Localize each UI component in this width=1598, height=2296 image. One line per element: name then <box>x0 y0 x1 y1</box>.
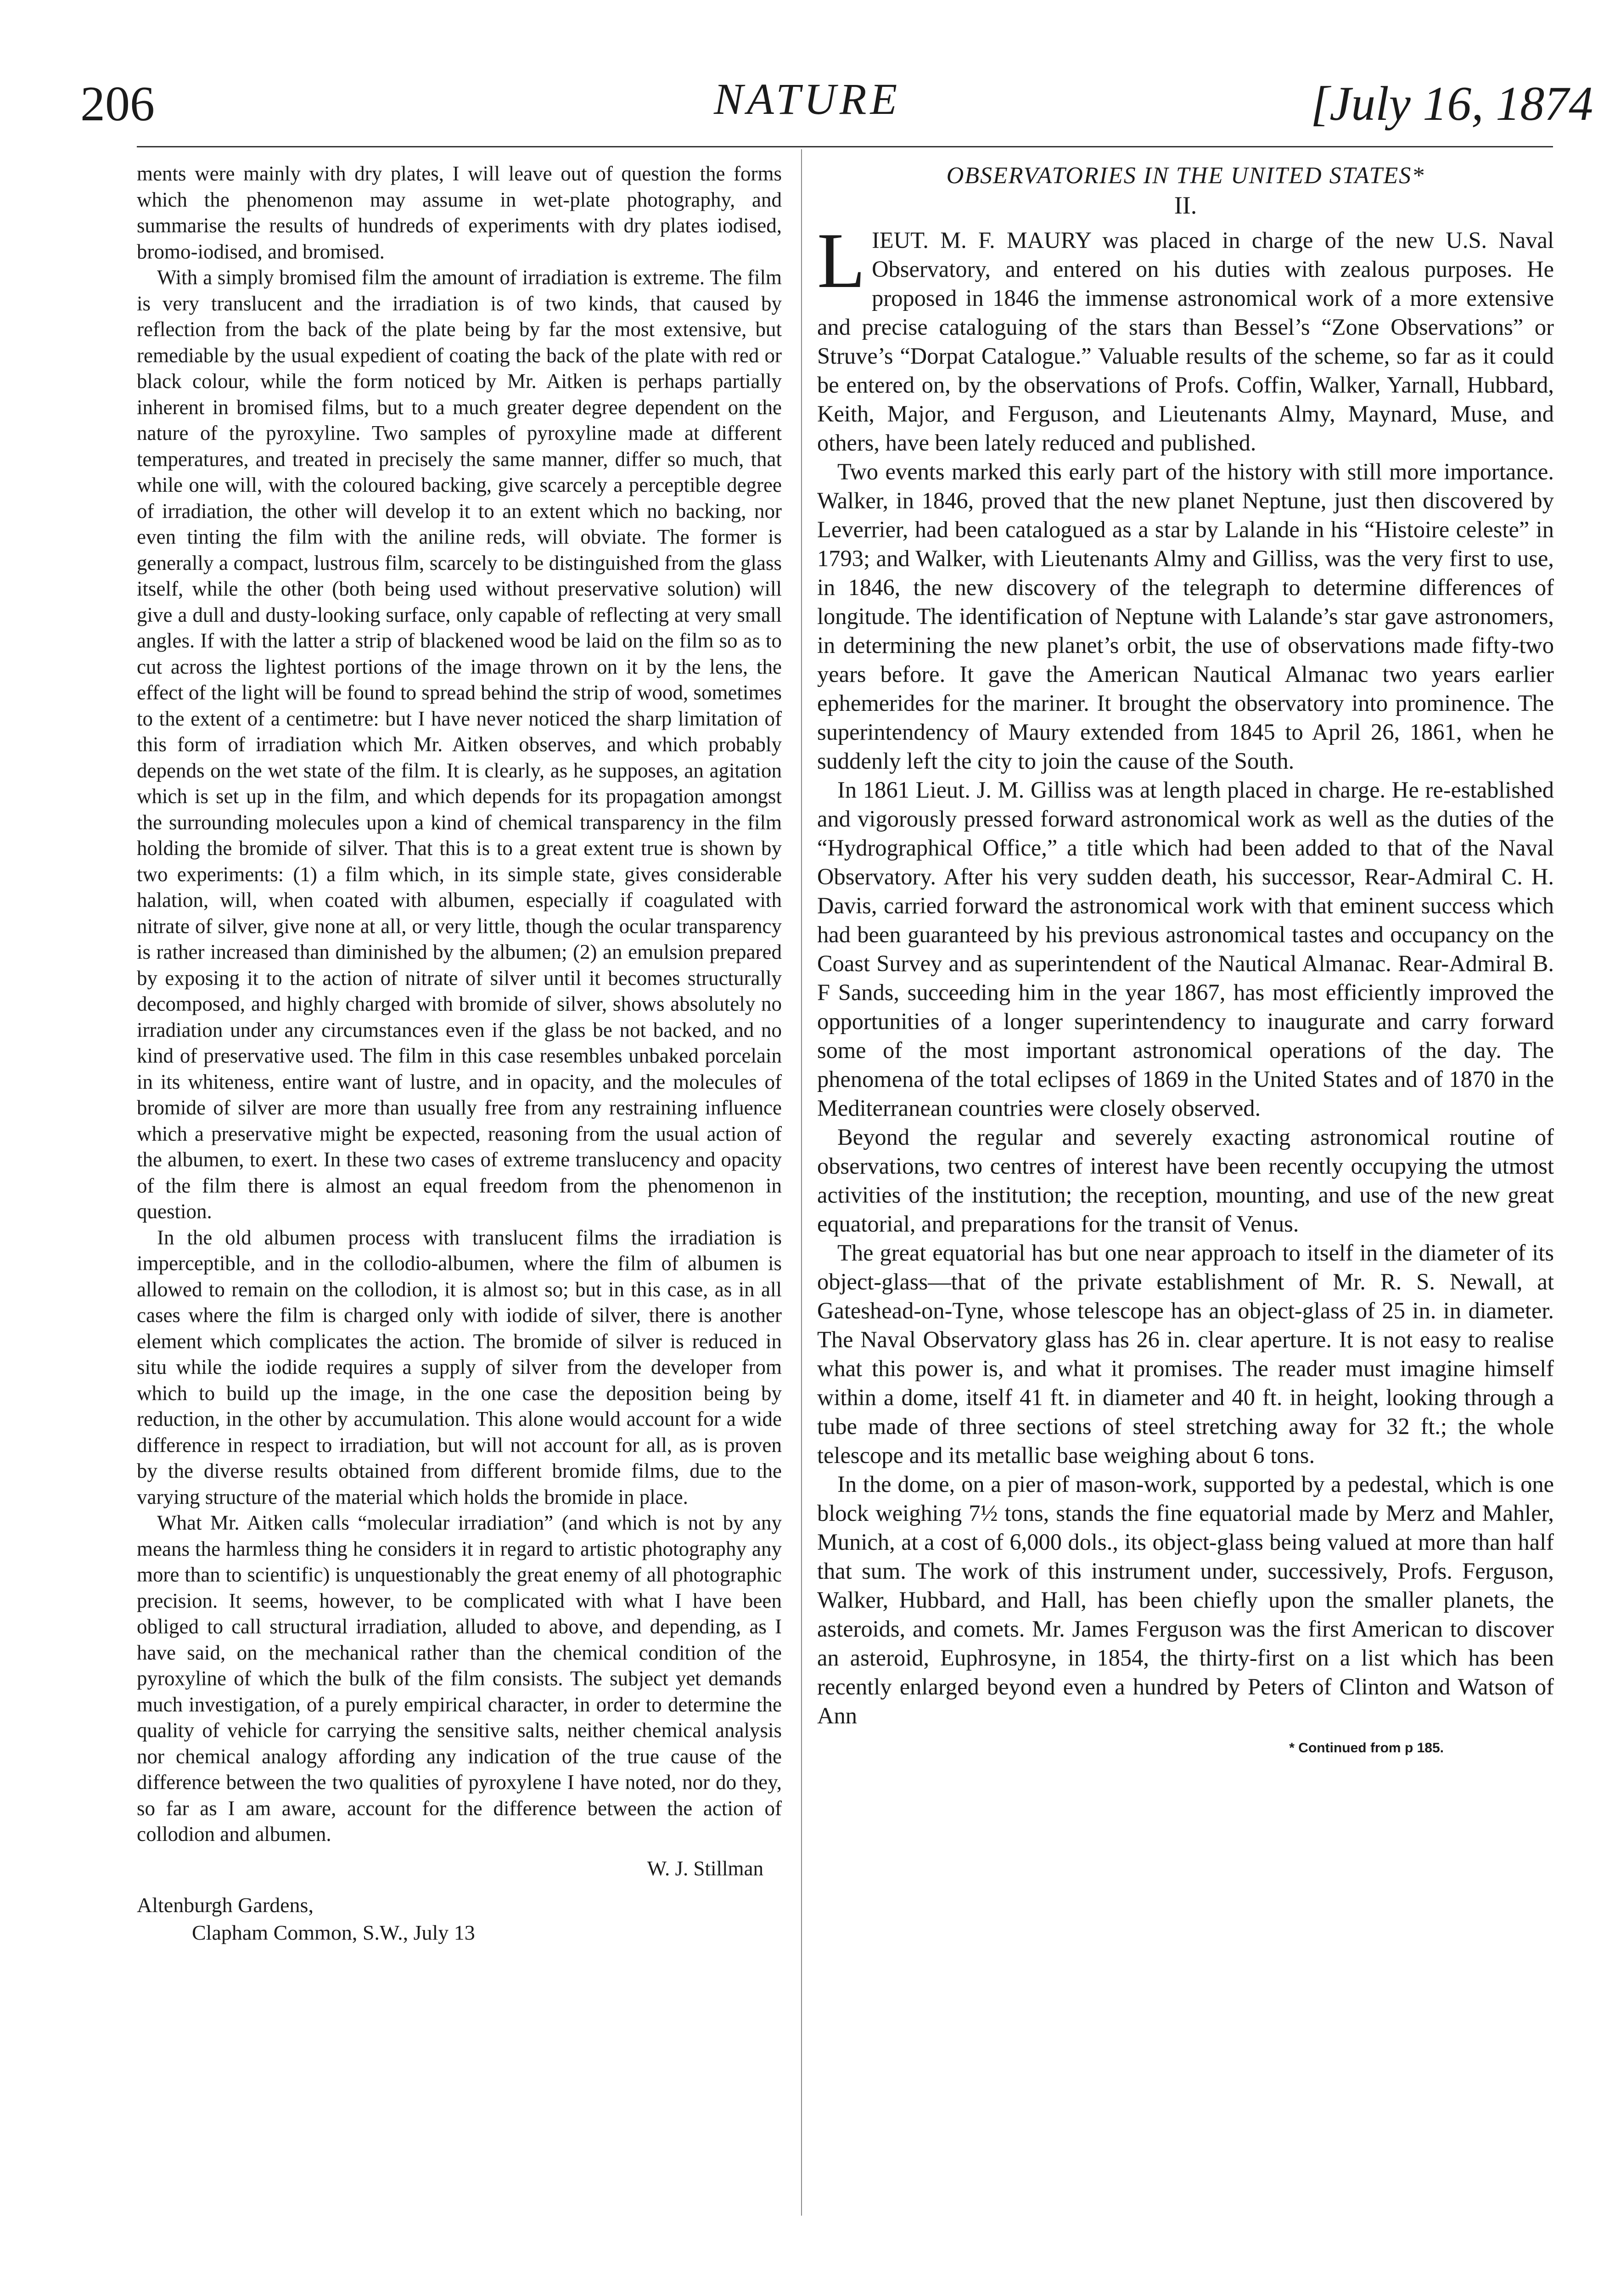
page-number: 206 <box>80 77 155 131</box>
left-column <box>137 161 782 2296</box>
paragraph: In the dome, on a pier of mason-work, supported by a pedestal, which is one block weighing 7½ tons, stands the fine equatorial made by Merz and Mahler, Munich, at a cost of 6,000 dols., its object-glass being valued at more than half that sum. The work of this instrument under, successively, Profs. Ferguson, Walker, Hubbard, and Hall, has been chiefly upon the smaller planets, the asteroids, and comets. Mr. James Ferguson was the first American to discover an asteroid, Euphrosyne, in 1854, the thirty-first on a list which has been recently enlarged beyond even a hundred by Peters of Clinton and Watson of Ann <box>817 1471 1554 1728</box>
paragraph-text: IEUT. M. F. MAURY was placed in charge of the new U.S. Naval Observatory, and entered on his duties with zealous purposes. He proposed in 1846 the immense astronomical work of a more extensive and precise cataloguing of the stars than Bessel’s “Zone Observations” or Struve’s “Dorpat Catalogue.” Valuable results of the scheme, so far as it could be entered on, by the observations of Profs. Coffin, Walker, Yarnall, Hubbard, Keith, Major, and Ferguson, and Lieutenants Almy, Maynard, Muse, and others, have been lately reduced and published. <box>817 227 1554 456</box>
paragraph: With a simply bromised film the amount of irradiation is extreme. The film is very translucent and the irradiation is of two kinds, that caused by reflection from the back of the plate being by far the most extensive, but remediable by the usual expedient of coating the back of the plate with red or black colour, while the form noticed by Mr. Aitken is perhaps partially inherent in bromised films, but to a much greater degree dependent on the nature of the pyroxyline. Two samples of pyroxyline made at different temperatures, and treated in precisely the same manner, differ so much, that while one will, with the coloured backing, give scarcely a perceptible degree of irradiation, the other will develop it to an extent which no backing, nor even tinting the film with the aniline reds, will obviate. The former is generally a compact, lustrous film, scarcely to be distinguished from the glass itself, while the other (both being used without preservative solution) will give a dull and dusty-looking surface, only capable of reflecting at very small angles. If with the latter a strip of blackened wood be laid on the film so as to cut across the lightest portions of the image thrown on it by the lens, the effect of the light will be found to spread behind the strip of wood, sometimes to the extent of a centimetre: but I have never noticed the sharp limitation of this form of irradiation which Mr. Aitken observes, and which probably depends on the wet state of the film. It is clearly, as he supposes, an agitation which is set up in the film, and which depends for its propagation amongst the surrounding molecules upon a kind of chemical transparency in the film holding the bromide of silver. That this is to a great extent true is shown by two experiments: (1) a film which, in its simple state, gives considerable halation, will, when coated with albumen, especially if coagulated with nitrate of silver, give none at all, or very little, though the ocular transparency is rather increased than diminished by the albumen; (2) an emulsion prepared by exposing it to the action of nitrate of silver until it becomes structurally decomposed, and highly charged with bromide of silver, shows absolutely no irradiation under any circumstances even if the glass be not backed, and no kind of preservative used. The film in this case resembles unbaked porcelain in its whiteness, entire want of lustre, and in opacity, and the molecules of bromide of silver are more than usually free from any restraining influence which a preservative might be expected, reasoning from the usual action of the albumen, to exert. In these two cases of extreme translucency and opacity of the film there is almost an equal freedom from the phenomenon in question. <box>137 266 782 1223</box>
footnote: * Continued from p 185. <box>1289 1740 1444 1756</box>
paragraph: ments were mainly with dry plates, I will leave out of question the forms which the phenomenon may assume in wet-plate photography, and summarise the results of hundreds of experiments with dry plates iodised, bromo-iodised, and bromised. <box>137 162 782 263</box>
paragraph: Two events marked this early part of the history with still more importance. Walker, in 1846, proved that the new planet Neptune, just then discovered by Leverrier, had been catalogued as a star by Lalande in his “Histoire celeste” in 1793; and Walker, with Lieutenants Almy and Gilliss, was the very first to use, in 1846, the new discovery of the telegraph to determine differences of longitude. The identification of Neptune with Lalande’s star gave astronomers, in determining the new planet’s orbit, the use of observations made fifty-two years before. It gave the American Nautical Almanac two years earlier ephemerides for the mariner. It brought the observatory into prominence. The superintendency of Maury extended from 1845 to April 26, 1861, when he suddenly left the city to join the cause of the South. <box>817 459 1554 774</box>
page-header <box>0 69 1598 142</box>
header-rule <box>137 146 1553 147</box>
author-address-date: Clapham Common, S.W., July 13 <box>192 1920 475 1944</box>
author-address: Altenburgh Gardens, <box>137 1893 314 1917</box>
paragraph: The great equatorial has but one near approach to itself in the diameter of its object-glass—that of the private establishment of Mr. R. S. Newall, at Gateshead-on-Tyne, whose telescope has an object-glass of 25 in. in diameter. The Naval Observatory glass has 26 in. clear aperture. It is not easy to realise what this power is, and what it promises. The reader must imagine himself within a dome, itself 41 ft. in diameter and 40 ft. in height, looking through a tube made of three sections of steel stretching away for 32 ft.; the whole telescope and its metallic base weighing about 6 tons. <box>817 1240 1554 1468</box>
article-title: OBSERVATORIES IN THE UNITED STATES* <box>946 163 1425 189</box>
issue-date: [July 16, 1874 <box>1311 77 1593 130</box>
article-part-number: II. <box>1174 191 1197 219</box>
paragraph <box>817 217 1554 457</box>
right-column <box>817 161 1554 2296</box>
journal-title: NATURE <box>714 74 901 124</box>
drop-cap: L <box>817 217 866 304</box>
paragraph: Beyond the regular and severely exacting astronomical routine of observations, two centres of interest have been recently occupying the utmost activities of the institution; the reception, mounting, and use of the new great equatorial, and preparations for the transit of Venus. <box>817 1124 1554 1237</box>
paragraph: In 1861 Lieut. J. M. Gilliss was at length placed in charge. He re-established and vigorously pressed forward astronomical work as well as the duties of the “Hydrographical Office,” a title which had been added to that of the Naval Observatory. After his very sudden death, his successor, Rear-Admiral C. H. Davis, carried forward the astronomical work with that eminent success which had been guaranteed by his previous astronomical tastes and occupancy on the Coast Survey and as superintendent of the Nautical Almanac. Rear-Admiral B. F Sands, succeeding him in the year 1867, has most efficiently improved the opportunities of a longer superintendency to inaugurate and carry forward some of the most important astronomical operations of the day. The phenomena of the total eclipses of 1869 in the United States and of 1870 in the Mediterranean countries were closely observed. <box>817 777 1554 1121</box>
column-divider <box>801 149 802 2216</box>
paragraph: In the old albumen process with translucent films the irradiation is imperceptible, and in the collodio-albumen, where the film of albumen is allowed to remain on the collodion, it is almost so; but in this case, as in all cases where the film is charged only with iodide of silver, there is another element which complicates the action. The bromide of silver is reduced in situ while the iodide requires a supply of silver from the developer from which to build up the image, in the one case the deposition being by reduction, in the other by accumulation. This alone would account for a wide difference in respect to irradiation, but will not account for all, as is proven by the diverse results obtained from different bromide films, due to the varying structure of the material which holds the bromide in place. <box>137 1226 782 1508</box>
author-signature: W. J. Stillman <box>647 1857 763 1880</box>
paragraph: What Mr. Aitken calls “molecular irradiation” (and which is not by any means the harmless thing he considers it in regard to artistic photography any more than to scientific) is unquestionably the great enemy of all photographic precision. It seems, however, to be complicated with what I have been obliged to call structural irradiation, alluded to above, and depending, as I have said, on the mechanical rather than the chemical condition of the pyroxyline of which the bulk of the film consists. The subject yet demands much investigation, of a purely empirical character, in order to determine the quality of vehicle for carrying the sensitive salts, neither chemical analysis nor chemical analogy affording any indication of the true cause of the difference between the two qualities of pyroxylene I have noted, nor do they, so far as I am aware, account for the difference between the action of collodion and albumen. <box>137 1511 782 1846</box>
